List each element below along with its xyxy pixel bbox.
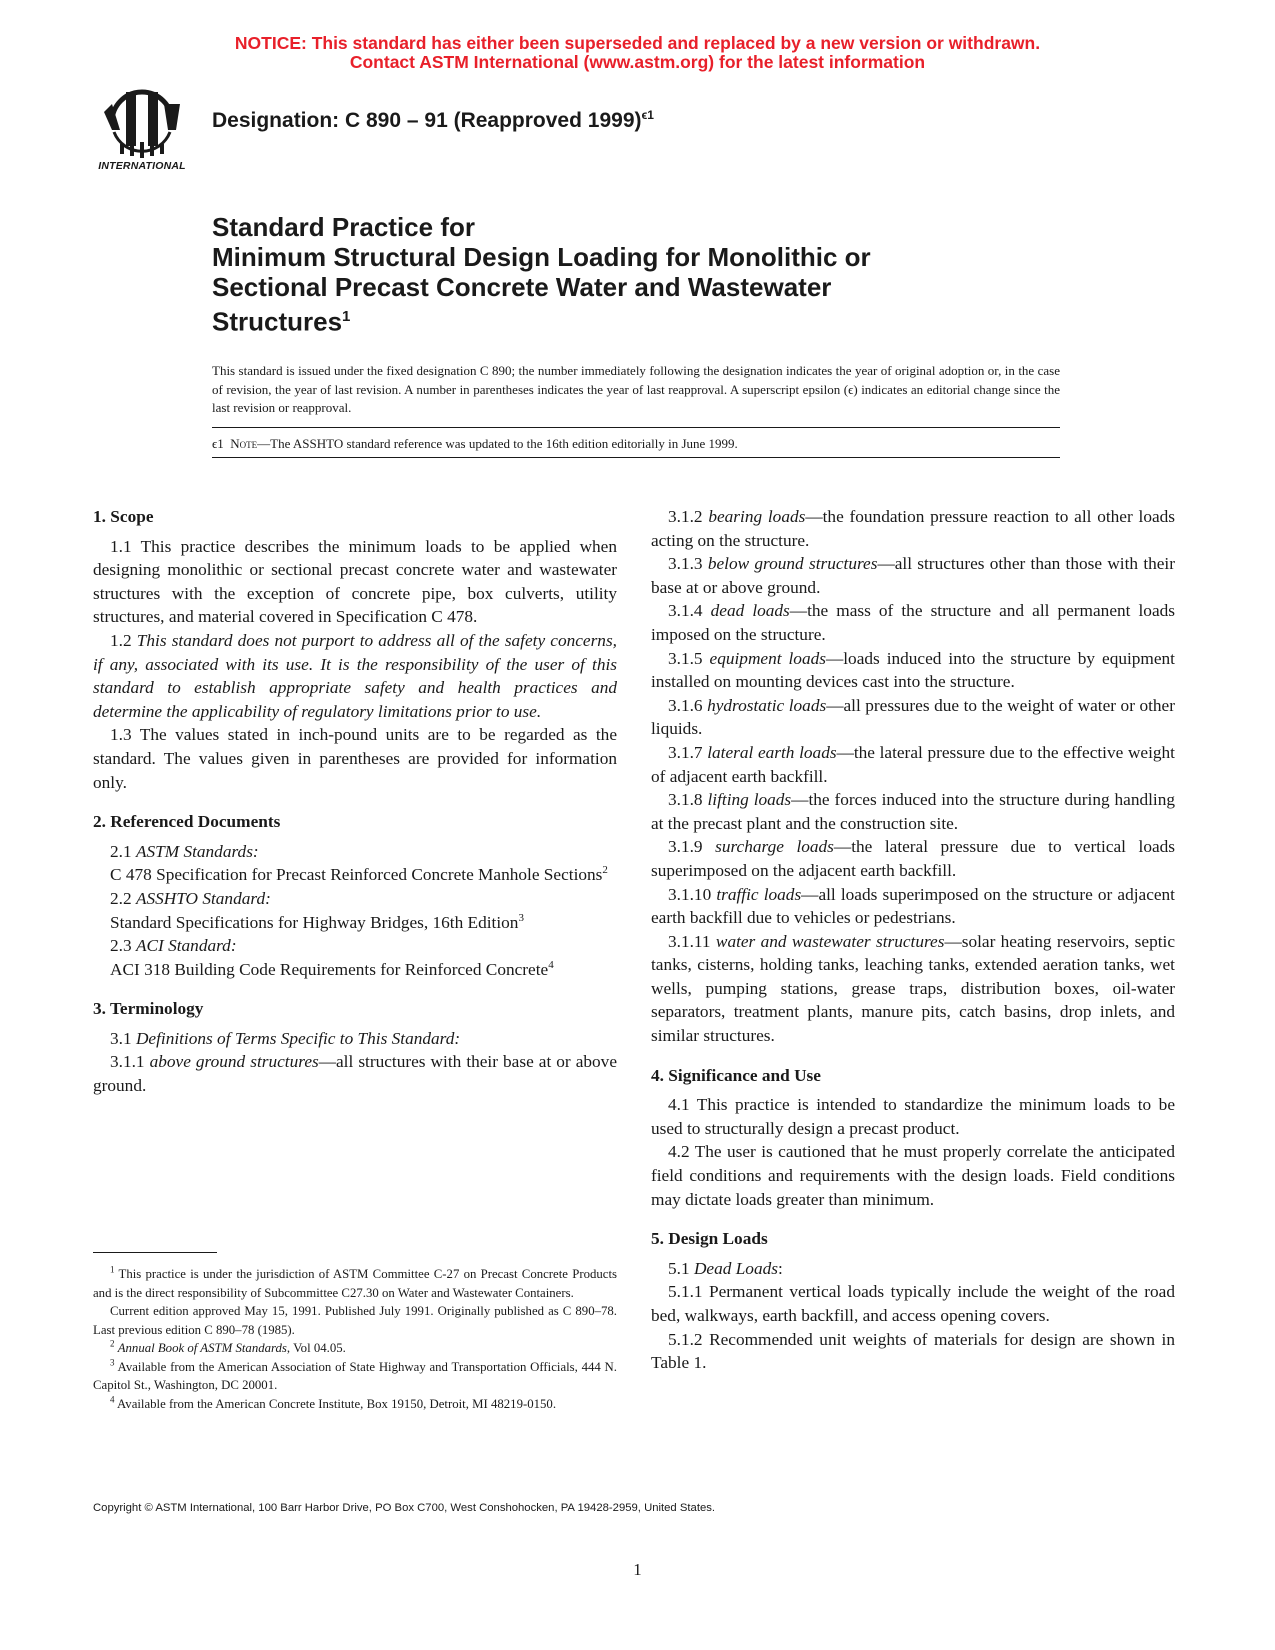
para-2-3-text: ACI Standard: [135, 936, 237, 956]
term-def: —solar heating reservoirs, septic tanks, cisterns, holding tanks, leaching tanks, extended aeration tanks, wet wells, pumping stations, grease traps, distribution boxes, oil-water separators, treatment plants, manure pits, catch basins, drop inlets, and similar structures. [651, 931, 1175, 1046]
term-num: 3.1.4 [668, 601, 703, 621]
para-5-1: 5.1 Dead Loads: [668, 1258, 783, 1278]
para-1-2 [93, 629, 617, 723]
footnote-3-sup: 3 [110, 1357, 115, 1368]
footnote-4-sup: 4 [110, 1394, 115, 1405]
footnote-rule [93, 1252, 217, 1253]
title-line-2: Minimum Structural Design Loading for Monolithic or [212, 242, 871, 272]
term-name: traffic loads [716, 884, 802, 904]
term-def: —all pressures due to the weight of water or other liquids. [651, 695, 1175, 739]
footnote-1b: Current edition approved May 15, 1991. Published July 1991. Originally published as C 890–78. Last previous edition C 890–78 (1985). [93, 1304, 617, 1337]
term-3-1-9 [651, 835, 1175, 882]
footnote-4 [93, 1395, 617, 1414]
para-1-3: 1.3 The values stated in inch-pound units are to be regarded as the standard. The values given in parentheses are provided for information only. [93, 725, 617, 792]
divider-bottom [212, 457, 1060, 458]
section-4-heading: 4. Significance and Use [651, 1065, 821, 1085]
ref-c478-sup: 2 [602, 864, 608, 877]
notice-line-2: Contact ASTM International (www.astm.org) for the latest information [349, 52, 926, 72]
term-num: 3.1.1 [110, 1052, 145, 1072]
term-3-1-2 [651, 505, 1175, 552]
term-name: bearing loads [708, 507, 806, 526]
ref-aci318 [93, 958, 617, 982]
term-name: equipment loads [709, 648, 826, 668]
term-3-1-11 [651, 930, 1175, 1048]
term-name: water and wastewater structures [715, 931, 945, 951]
divider-top [212, 427, 1060, 428]
term-def: —all structures with their base at or above ground. [93, 1052, 617, 1096]
right-column [651, 505, 1175, 1375]
term-num: 3.1.9 [668, 837, 703, 857]
notice-line-1: NOTICE: This standard has either been superseded and replaced by a new version or withdrawn. [234, 33, 1041, 53]
term-num: 3.1.8 [668, 790, 703, 810]
term-3-1-6 [651, 694, 1175, 741]
title-line-4: Structures [212, 306, 343, 337]
term-num: 3.1.10 [668, 884, 712, 904]
term-name: surcharge loads [715, 837, 834, 857]
footnote-2-sup: 2 [110, 1338, 115, 1349]
para-2-3 [93, 934, 617, 958]
copyright: Copyright © ASTM International, 100 Barr Harbor Drive, PO Box C700, West Conshohocken, PA 19428-2959, United States. [93, 1502, 716, 1514]
para-5-1-text: Dead Loads [693, 1258, 778, 1278]
designation-text: Designation: C 890 – 91 (Reapproved 1999) [212, 109, 642, 132]
term-name: above ground structures [149, 1052, 319, 1072]
editorial-sym: ϵ1 [212, 436, 224, 451]
footnote-2-italic: Annual Book of ASTM Standards [117, 1341, 287, 1355]
para-5-1-2: 5.1.2 Recommended unit weights of materials for design are shown in Table 1. [651, 1329, 1175, 1373]
logo-text: INTERNATIONAL [98, 160, 186, 172]
para-4-1: 4.1 This practice is intended to standardize the minimum loads to be used to structurally design a precast product. [651, 1095, 1175, 1138]
term-num: 3.1.6 [668, 695, 703, 715]
designation [212, 108, 654, 133]
ref-c478-text: C 478 Specification for Precast Reinforced Concrete Manhole Sections [110, 865, 603, 885]
para-1-1: 1.1 This practice describes the minimum loads to be applied when designing monolithic or sectional precast concrete water and wastewater structures with the exception of concrete pipe, box culverts, utility structures, and material covered in Specification C 478. [93, 536, 617, 627]
section-2-heading: 2. Referenced Documents [93, 812, 281, 832]
term-3-1-10 [651, 883, 1175, 930]
footnote-1-text: This practice is under the jurisdiction of ASTM Committee C-27 on Precast Concrete Products and is the direct responsibility of Subcommittee C27.30 on Water and Wastewater Containers. [93, 1267, 617, 1300]
left-column [93, 505, 617, 1098]
editorial-label: Note [230, 436, 258, 451]
term-3-1-5 [651, 647, 1175, 694]
term-name: dead loads [710, 601, 790, 621]
notice-banner [0, 34, 1275, 72]
para-5-1-num: 5.1 [668, 1258, 690, 1278]
term-num: 3.1.7 [668, 742, 703, 762]
footnotes [93, 1265, 617, 1413]
para-5-1-1: 5.1.1 Permanent vertical loads typically include the weight of the road bed, walkways, earth backfill, and access opening covers. [651, 1282, 1175, 1325]
title-line-1: Standard Practice for [212, 212, 475, 242]
designation-sup: ϵ1 [641, 108, 654, 122]
title-line-3: Sectional Precast Concrete Water and Wastewater [212, 272, 832, 302]
term-num: 3.1.3 [668, 554, 703, 574]
ref-asshto-text: Standard Specifications for Highway Bridges, 16th Edition [110, 912, 519, 932]
para-3-1 [93, 1027, 617, 1051]
term-3-1-8 [651, 788, 1175, 835]
astm-logo-icon [92, 82, 192, 160]
term-num: 3.1.11 [668, 931, 711, 951]
term-def: —the lateral pressure due to vertical loads superimposed on the adjacent earth backfill. [651, 837, 1175, 880]
term-3-1-7 [651, 741, 1175, 788]
section-3-heading: 3. Terminology [93, 999, 204, 1019]
term-def: —the foundation pressure reaction to all other loads acting on the structure. [651, 507, 1175, 550]
para-4-2: 4.2 The user is cautioned that he must properly correlate the anticipated field conditions and requirements with the design loads. Field conditions may dictate loads greater than minimum. [651, 1142, 1175, 1209]
ref-c478 [93, 863, 617, 887]
term-name: below ground structures [707, 554, 878, 574]
ref-aci318-text: ACI 318 Building Code Requirements for Reinforced Concrete [110, 959, 549, 979]
issued-text: This standard is issued under the fixed designation C 890; the number immediately following the designation indicates the year of original adoption or, in the case of revision, the year of last revision. A number in parentheses indicates the year of last reapproval. A superscript epsilon (ϵ) indicates an editorial change since the last revision or reapproval. [212, 363, 1060, 416]
section-5-heading: 5. Design Loads [651, 1229, 768, 1249]
term-def: —the mass of the structure and all permanent loads imposed on the structure. [651, 601, 1175, 644]
ref-asshto-sup: 3 [518, 911, 524, 924]
para-1-2-text: This standard does not purport to address all of the safety concerns, if any, associated with its use. It is the responsibility of the user of this standard to establish appropriate safety and health practices and determine the applicability of regulatory limitations prior to use. [93, 630, 617, 721]
para-3-1-num: 3.1 [110, 1028, 132, 1048]
term-def: —all structures other than those with their base at or above ground. [651, 554, 1175, 597]
term-def: —the forces induced into the structure during handling at the precast plant and the construction site. [651, 790, 1176, 833]
para-2-2 [93, 887, 617, 911]
term-num: 3.1.5 [668, 648, 703, 668]
para-2-2-num: 2.2 [110, 888, 132, 908]
term-name: lifting loads [707, 790, 792, 810]
astm-logo [92, 82, 192, 182]
term-def: —the lateral pressure due to the effective weight of adjacent earth backfill. [651, 742, 1175, 786]
footnote-3-text: Available from the American Association of State Highway and Transportation Officials, 444 N. Capitol St., Washington, DC 20001. [93, 1359, 617, 1392]
footnote-1 [93, 1265, 617, 1302]
editorial-text: —The ASSHTO standard reference was updated to the 16th edition editorially in June 1999. [257, 436, 738, 451]
term-name: lateral earth loads [707, 742, 837, 762]
footnote-4-text: Available from the American Concrete Institute, Box 19150, Detroit, MI 48219-0150. [117, 1396, 557, 1411]
footnote-3 [93, 1358, 617, 1395]
footnote-2 [93, 1339, 617, 1358]
term-def: —all loads superimposed on the structure or adjacent earth backfill due to vehicles or pedestrians. [651, 884, 1175, 928]
term-3-1-4 [651, 599, 1175, 646]
para-2-3-num: 2.3 [110, 936, 132, 956]
editorial-note [212, 436, 738, 452]
title-sup: 1 [342, 308, 351, 325]
footnote-1-sup: 1 [110, 1264, 115, 1275]
term-def: —loads induced into the structure by equipment installed on mounting devices cast into the structure. [651, 648, 1175, 692]
para-1-2-num: 1.2 [110, 630, 132, 650]
ref-asshto [93, 911, 617, 935]
section-1-heading: 1. Scope [93, 507, 154, 526]
para-2-2-text: ASSHTO Standard: [135, 888, 271, 908]
term-3-1-1 [93, 1050, 617, 1097]
para-2-1-text: ASTM Standards: [135, 841, 259, 861]
term-name: hydrostatic loads [707, 695, 827, 715]
para-2-1-num: 2.1 [110, 841, 132, 861]
footnote-2-text: , Vol 04.05. [286, 1341, 346, 1355]
para-3-1-text: Definitions of Terms Specific to This Standard: [135, 1028, 461, 1048]
para-2-1 [93, 840, 617, 864]
page-title [212, 212, 1012, 337]
page-number: 1 [633, 1560, 642, 1579]
term-3-1-3 [651, 552, 1175, 599]
term-num: 3.1.2 [668, 507, 703, 526]
ref-aci318-sup: 4 [548, 958, 554, 971]
